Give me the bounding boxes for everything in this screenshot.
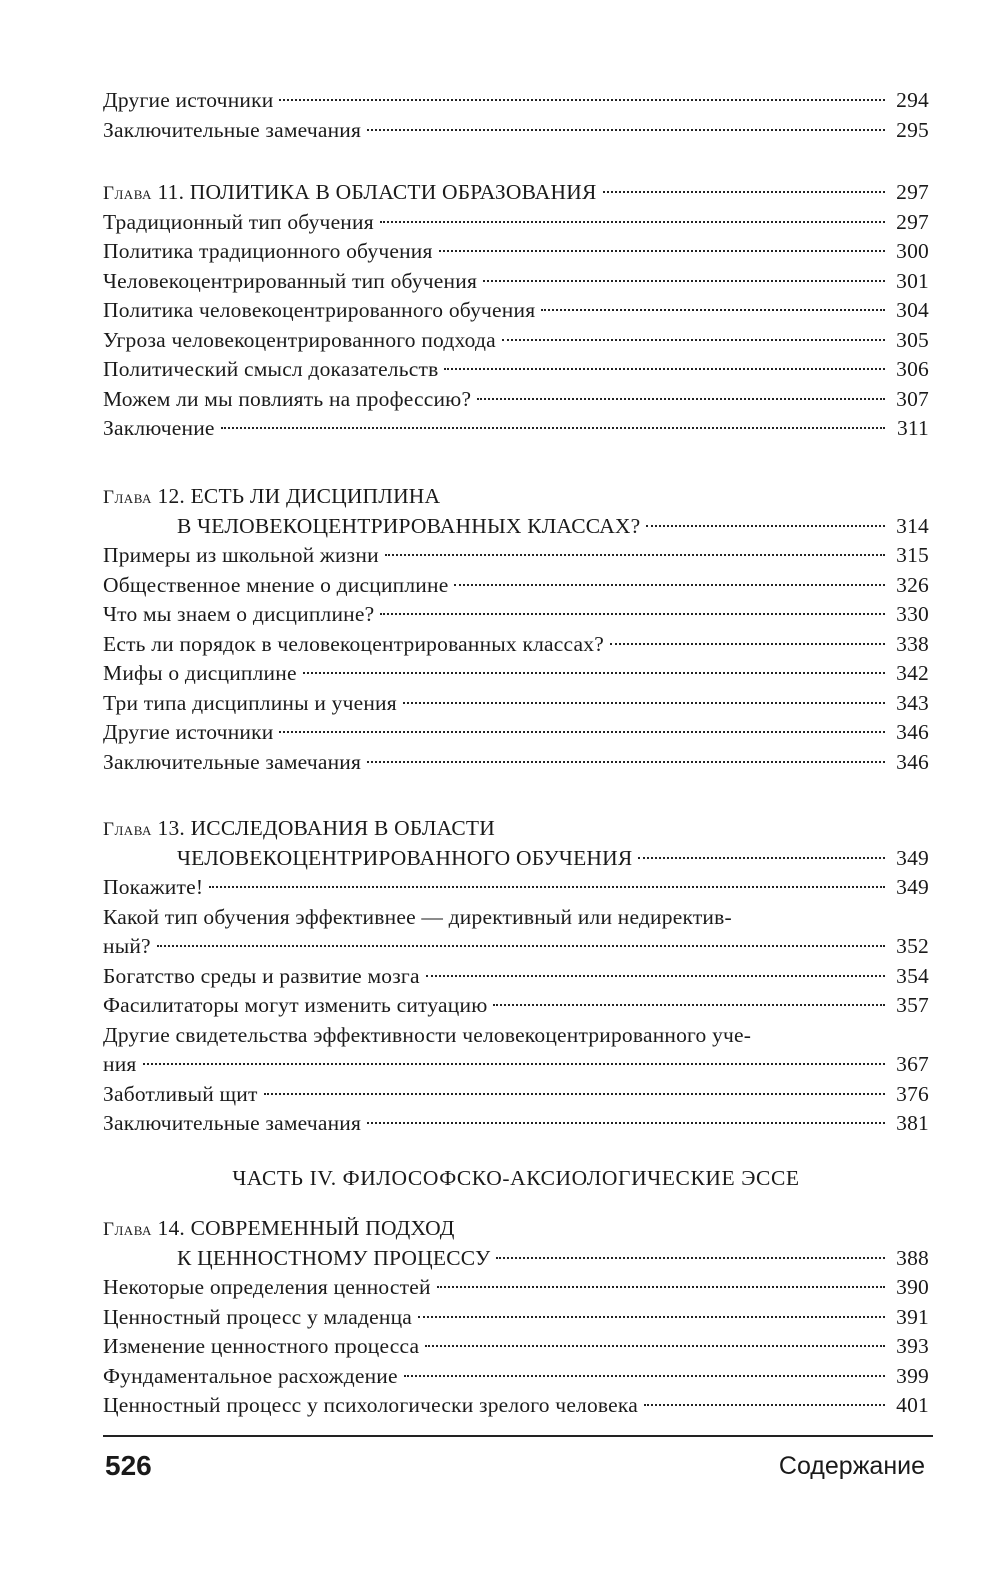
- footer-rule: [103, 1435, 933, 1437]
- part-heading: ЧАСТЬ IV. ФИЛОСОФСКО-АКСИОЛОГИЧЕСКИЕ ЭССЕ: [232, 1166, 800, 1190]
- toc-entry: Угроза человекоцентрированного подхода 305: [103, 327, 929, 352]
- toc-entry-cont: ния 367: [103, 1052, 929, 1076]
- toc-entry: Заключительные замечания 295: [103, 117, 929, 142]
- toc-entry: Общественное мнение о дисциплине 326: [103, 572, 929, 597]
- running-head: Содержание: [778, 1452, 925, 1480]
- chapter-heading-cont: К ЦЕННОСТНОМУ ПРОЦЕССУ 388: [177, 1245, 929, 1270]
- toc-entry: Фасилитаторы могут изменить ситуацию 357: [103, 993, 929, 1017]
- toc-entry: Заботливый щит 376: [103, 1081, 929, 1106]
- toc-chapter-12: [103, 482, 929, 777]
- toc-entry: Примеры из школьной жизни 315: [103, 543, 929, 567]
- toc-entry: Можем ли мы повлиять на профессию? 307: [103, 386, 929, 411]
- chapter-heading: Глава 13. ИССЛЕДОВАНИЯ В ОБЛАСТИ: [103, 816, 495, 840]
- toc-entry: Фундаментальное расхождение 399: [103, 1363, 929, 1388]
- toc-entry: Другие источники 294: [103, 88, 929, 112]
- toc-entry: Политика человекоцентрированного обучения 304: [103, 298, 929, 322]
- toc-entry: Ценностный процесс у психологически зрелого человека 401: [103, 1393, 929, 1417]
- toc-entry: Традиционный тип обучения 297: [103, 209, 929, 234]
- chapter-heading-cont: В ЧЕЛОВЕКОЦЕНТРИРОВАННЫХ КЛАССАХ? 314: [177, 513, 929, 538]
- toc-entry-wrapped: Другие свидетельства эффективности человекоцентрированного уче-: [103, 1022, 752, 1047]
- toc-chapter-14: [103, 1214, 929, 1421]
- toc-entry: Богатство среды и развитие мозга 354: [103, 963, 929, 988]
- page-number: 526: [105, 1450, 152, 1481]
- toc-entry: Есть ли порядок в человекоцентрированных классах? 338: [103, 631, 929, 656]
- toc-entry: Политика традиционного обучения 300: [103, 239, 929, 263]
- toc-entry-wrapped: Какой тип обучения эффективнее — директивный или недиректив-: [103, 904, 732, 929]
- toc-entry: Что мы знаем о дисциплине? 330: [103, 602, 929, 626]
- toc-entry: Заключительные замечания 346: [103, 749, 929, 774]
- toc-entry: Три типа дисциплины и учения 343: [103, 690, 929, 715]
- toc-entry: Другие источники 346: [103, 720, 929, 744]
- toc-entry: Заключение 311: [103, 416, 929, 440]
- chapter-heading: Глава 14. СОВРЕМЕННЫЙ ПОДХОД: [103, 1216, 455, 1240]
- toc-entry: Ценностный процесс у младенца 391: [103, 1304, 929, 1329]
- chapter-heading: Глава 12. ЕСТЬ ЛИ ДИСЦИПЛИНА: [103, 484, 441, 508]
- toc-entry: Заключительные замечания 381: [103, 1111, 929, 1135]
- toc-entry: Мифы о дисциплине 342: [103, 661, 929, 685]
- toc-entry: Покажите! 349: [103, 875, 929, 899]
- toc-entry: Человекоцентрированный тип обучения 301: [103, 268, 929, 293]
- toc-entry: Политический смысл доказательств 306: [103, 357, 929, 381]
- toc-entry: Изменение ценностного процесса 393: [103, 1334, 929, 1358]
- toc-entry: Некоторые определения ценностей 390: [103, 1275, 929, 1299]
- toc-chapter-13: [103, 814, 929, 1139]
- toc-block-top: [103, 86, 929, 145]
- chapter-heading-cont: ЧЕЛОВЕКОЦЕНТРИРОВАННОГО ОБУЧЕНИЯ 349: [177, 845, 929, 870]
- toc-chapter-11: [103, 178, 929, 444]
- toc-entry-cont: ный? 352: [103, 934, 929, 958]
- chapter-heading: Глава 11. ПОЛИТИКА В ОБЛАСТИ ОБРАЗОВАНИЯ 297: [103, 180, 929, 204]
